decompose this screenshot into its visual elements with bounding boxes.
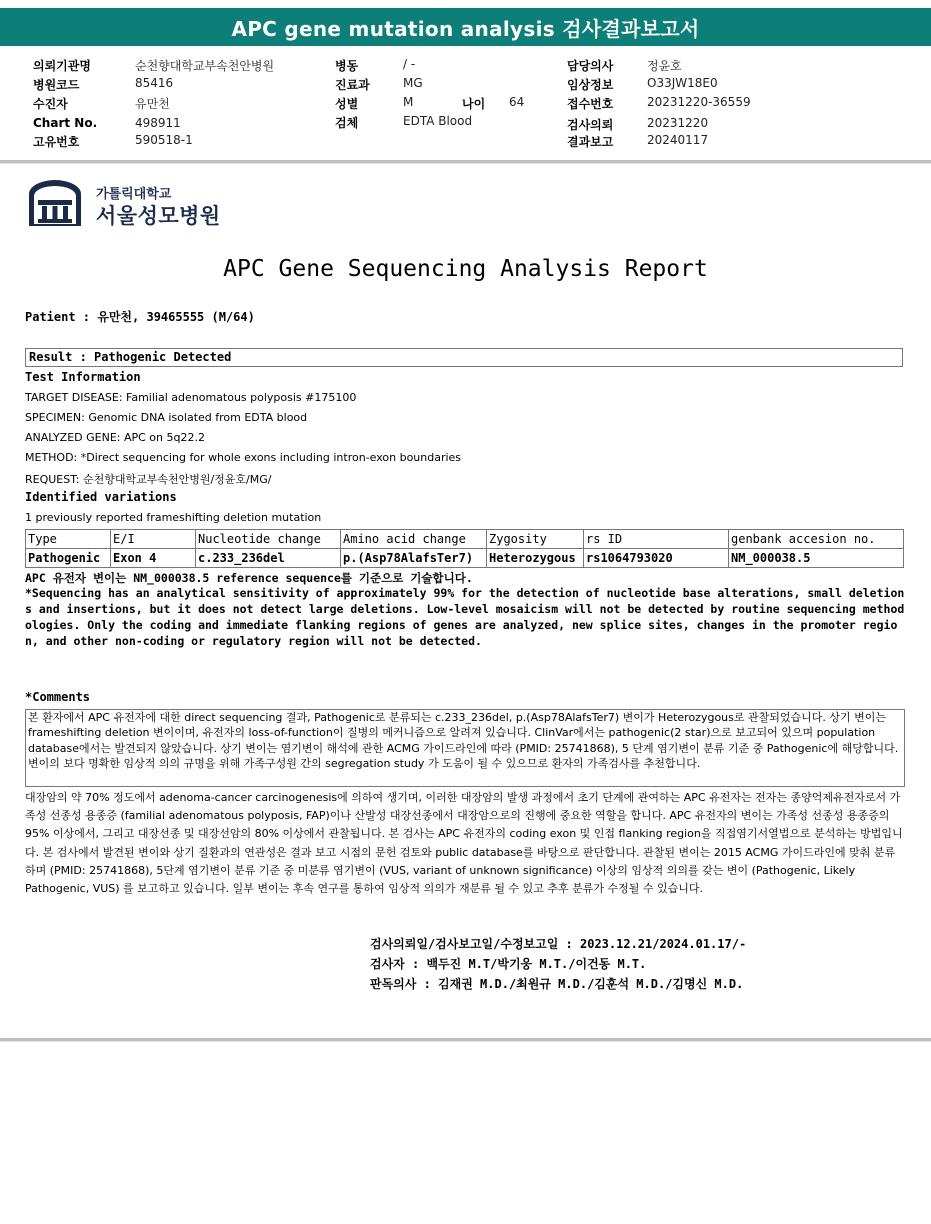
doctor-value: 정윤호: [647, 59, 682, 73]
logo-hospital-name: 서울성모병원: [96, 204, 221, 228]
cell-genbank: NM_000038.5: [729, 549, 904, 568]
method: METHOD: *Direct sequencing for whole exons including intron-exon boundaries: [25, 451, 462, 464]
col-rsid-header: rs ID: [584, 530, 729, 549]
chart-no-label: Chart No.: [33, 116, 98, 130]
comments-heading: *Comments: [25, 690, 91, 704]
sex-value: M: [403, 95, 414, 109]
logo-university-name: 가톨릭대학교: [96, 187, 172, 202]
unique-no-value: 590518-1: [135, 133, 193, 147]
doctor-label: 담당의사: [567, 59, 614, 73]
result-box: [25, 348, 903, 367]
hospital-code-label: 병원코드: [33, 78, 80, 92]
specimen-info: SPECIMEN: Genomic DNA isolated from EDTA blood: [25, 411, 308, 424]
variations-heading: Identified variations: [25, 490, 177, 504]
result-text: Result : Pathogenic Detected: [29, 350, 232, 364]
cell-zygosity: Heterozygous: [487, 549, 584, 568]
sensitivity-note: *Sequencing has an analytical sensitivity of approximately 99% for the detection of nucleotide base alterations, small deletions and insertions, but it does not detect large deletions. Low-level mosaicism will not be detected by routine sequencing methodologies. Only the coding and immediate flanking regions of genes are analyzed, new splice sites, changes in the promoter region, and other non-coding or regulatory region will not be detected.: [25, 586, 905, 648]
report-date-label: 결과보고: [567, 135, 614, 149]
report-title: APC Gene Sequencing Analysis Report: [223, 256, 708, 282]
col-nucleotide-header: Nucleotide change: [196, 530, 341, 549]
cell-amino-acid: p.(Asp78AlafsTer7): [341, 549, 487, 568]
analyzed-gene: ANALYZED GENE: APC on 5q22.2: [25, 431, 205, 444]
target-disease: TARGET DISEASE: Familial adenomatous polyposis #175100: [25, 391, 357, 404]
cell-nucleotide: c.233_236del: [196, 549, 341, 568]
col-type-header: Type: [26, 530, 111, 549]
footer-divider: [0, 1038, 931, 1042]
test-info-heading: Test Information: [25, 370, 141, 384]
report-header-title: APC gene mutation analysis 검사결과보고서: [231, 16, 700, 41]
cell-type: Pathogenic: [26, 549, 111, 568]
patient-line: Patient : 유만천, 39465555 (M/64): [25, 310, 255, 324]
dept-label: 진료과: [335, 78, 370, 92]
comments-text: 본 환자에서 APC 유전자에 대한 direct sequencing 결과, Pathogenic로 분류되는 c.233_236del, p.(Asp78AlafsTer7) 변이가 Heterozygous로 관찰되었습니다. 상기 변이는 frameshifting deletion 변이이며, 유전자의 loss-of-function이 질병의 메커니즘으로 알려져 있습니다. ClinVar에서는 pathogenic(2 star)으로 보고되어 있으며 population database에서는 발견되지 않았습니다. 상기 변이는 염기변이 해석에 관한 ACMG 가이드라인에 따라 (PMID: 25741868), 5 단계 염기변이 분류 기준 중 Pathogenic에 해당합니다. 변이의 보다 명확한 임상적 의의 규명을 위해 가족구성원 간의 segregation study 가 도움이 될 수 있으므로 환자의 가족검사를 추천합니다.: [28, 711, 899, 771]
variant-table: [25, 529, 904, 568]
receipt-no-label: 접수번호: [567, 97, 614, 111]
institution-value: 순천향대학교부속천안병원: [135, 59, 275, 73]
ward-label: 병동: [335, 59, 359, 73]
recipient-label: 수진자: [33, 97, 68, 111]
variant-table-header: [26, 530, 904, 549]
unique-no-label: 고유번호: [33, 135, 80, 149]
signature-dates: 검사의뢰일/검사보고일/수정보고일 : 2023.12.21/2024.01.17/-: [370, 937, 747, 951]
signature-testers: 검사자 : 백두진 M.T/박기웅 M.T./이건동 M.T.: [370, 957, 647, 971]
signature-physicians: 판독의사 : 김재권 M.D./최원규 M.D./김훈석 M.D./김명신 M.D.: [370, 977, 744, 991]
age-label: 나이: [462, 97, 486, 111]
report-date-value: 20240117: [647, 133, 709, 147]
specimen-value: EDTA Blood: [403, 114, 473, 128]
clinical-info-value: O33JW18E0: [647, 76, 718, 90]
hospital-emblem-logo: [25, 180, 85, 228]
age-value: 64: [509, 95, 525, 109]
sex-label: 성별: [335, 97, 359, 111]
col-genbank-header: genbank accesion no.: [729, 530, 904, 549]
col-zygosity-header: Zygosity: [487, 530, 584, 549]
table-row: [26, 549, 904, 568]
receipt-no-value: 20231220-36559: [647, 95, 751, 109]
clinical-info-label: 임상정보: [567, 78, 614, 92]
ward-value: / -: [403, 57, 416, 71]
dept-value: MG: [403, 76, 423, 90]
request-date-value: 20231220: [647, 116, 709, 130]
institution-label: 의뢰기관명: [33, 59, 91, 73]
variations-summary: 1 previously reported frameshifting deletion mutation: [25, 511, 322, 524]
hospital-code-value: 85416: [135, 76, 174, 90]
cell-rsid: rs1064793020: [584, 549, 729, 568]
header-divider: [0, 160, 931, 164]
request-date-label: 검사의뢰: [567, 118, 614, 132]
request-info: REQUEST: 순천향대학교부속천안병원/정윤호/MG/: [25, 473, 272, 486]
chart-no-value: 498911: [135, 116, 181, 130]
recipient-value: 유만천: [135, 97, 170, 111]
specimen-label: 검체: [335, 116, 359, 130]
cell-ei: Exon 4: [111, 549, 196, 568]
report-title-bar: [0, 8, 931, 46]
col-ei-header: E/I: [111, 530, 196, 549]
reference-note: APC 유전자 변이는 NM_000038.5 reference sequence를 기준으로 기술합니다.: [25, 571, 473, 585]
comments-box: [25, 709, 905, 787]
background-paragraph: 대장암의 약 70% 정도에서 adenoma-cancer carcinogenesis에 의하여 생기며, 이러한 대장암의 발생 과정에서 초기 단계에 관여하는 APC 유전자는 전자는 종양억제유전자로서 가족성 선종성 용종증 (familial adenomatous polyposis, FAP)이나 산발성 대장선종에서 대장암으로의 진행에 중요한 역할을 합니다. APC 유전자의 변이는 가족성 선종성 용종증의 95% 이상에서, 그리고 대장선종 및 대장선암의 80% 이상에서 관찰됩니다. 본 검사는 APC 유전자의 coding exon 및 인접 flanking region을 직접염기서열법으로 분석하는 방법입니다. 본 검사에서 발견된 변이와 상기 질환과의 연관성은 결과 보고 시점의 문헌 검토와 public database를 바탕으로 판단합니다. 관찰된 변이는 2015 ACMG 가이드라인에 맞춰 분류하며 (PMID: 25741868), 5단계 염기변이 분류 기준 중 미분류 염기변이 (VUS, variant of unknown significance) 이상의 임상적 의의를 갖는 변이 (Pathogenic, Likely Pathogenic, VUS) 를 보고하고 있습니다. 일부 변이는 후속 연구를 통하여 임상적 의의가 재분류 될 수 있고 추후 분류가 수정될 수 있습니다.: [25, 791, 903, 896]
col-amino-acid-header: Amino acid change: [341, 530, 487, 549]
